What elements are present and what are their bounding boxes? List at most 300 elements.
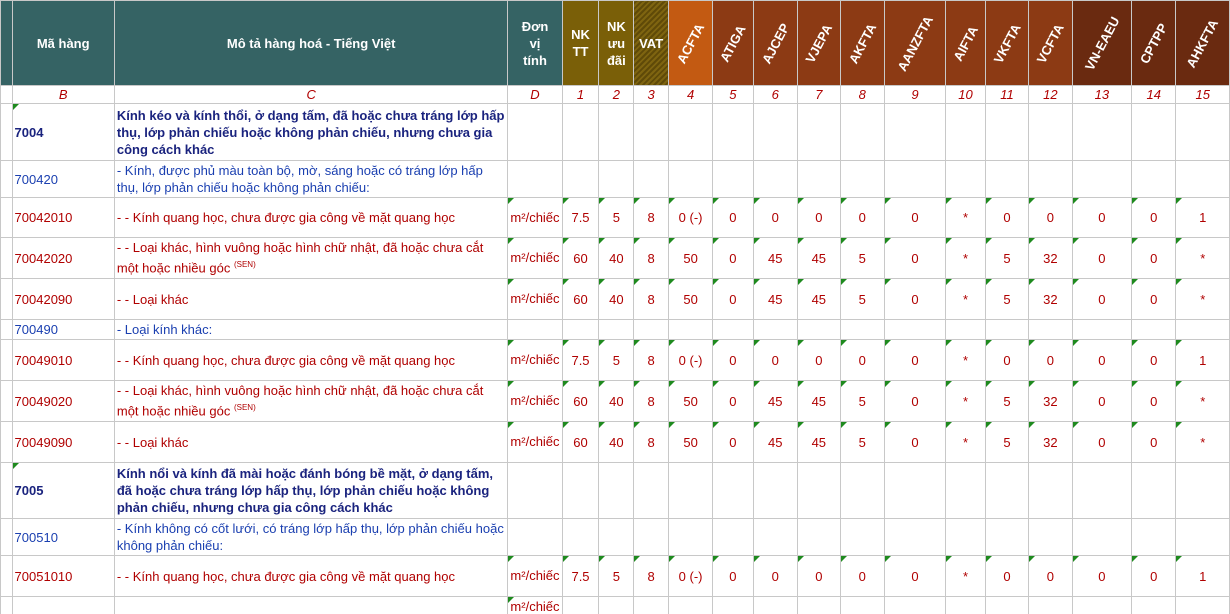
header-don-vi[interactable] xyxy=(508,1,562,86)
cell-value[interactable]: 60 xyxy=(562,381,599,422)
cell-value[interactable] xyxy=(884,161,945,198)
cell-value[interactable]: * xyxy=(946,381,986,422)
cell-value[interactable] xyxy=(634,597,669,614)
cell-value[interactable]: 8 xyxy=(634,279,669,320)
cell-code[interactable] xyxy=(12,519,114,556)
cell-value[interactable] xyxy=(634,161,669,198)
cell-value[interactable] xyxy=(1176,463,1230,519)
cell-value[interactable]: 0 xyxy=(1072,198,1132,238)
cell-value[interactable] xyxy=(713,519,753,556)
cell-description[interactable] xyxy=(114,340,508,381)
cell-value[interactable] xyxy=(1072,104,1132,161)
cell-description[interactable] xyxy=(114,238,508,279)
cell-value[interactable]: 0 xyxy=(1072,238,1132,279)
cell-value[interactable]: 40 xyxy=(599,279,634,320)
cell-value[interactable]: 5 xyxy=(985,381,1028,422)
cell-value[interactable] xyxy=(985,320,1028,340)
cell-value[interactable] xyxy=(946,104,986,161)
header-fta-cptpp[interactable] xyxy=(1132,1,1176,86)
cell-value[interactable]: * xyxy=(946,340,986,381)
cell-value[interactable] xyxy=(1132,519,1176,556)
cell-value[interactable] xyxy=(884,597,945,614)
column-letter[interactable]: C xyxy=(114,86,508,104)
cell-value[interactable] xyxy=(797,597,840,614)
cell-value[interactable] xyxy=(946,463,986,519)
cell-value[interactable]: * xyxy=(1176,422,1230,463)
cell-value[interactable]: 8 xyxy=(634,340,669,381)
code-text: 700510 xyxy=(14,529,58,545)
cell-value[interactable]: * xyxy=(946,238,986,279)
cell-value[interactable]: 0 xyxy=(1132,381,1176,422)
cell-value[interactable]: 5 xyxy=(840,279,884,320)
cell-value[interactable]: 5 xyxy=(985,238,1028,279)
cell-value[interactable] xyxy=(562,320,599,340)
cell-value[interactable] xyxy=(985,463,1028,519)
cell-value[interactable]: 5 xyxy=(599,556,634,597)
cell-value[interactable] xyxy=(713,104,753,161)
cell-value[interactable] xyxy=(1072,597,1132,614)
cell-description[interactable] xyxy=(114,198,508,238)
row-gutter xyxy=(1,422,13,463)
header-mo-ta-label: Mô tả hàng hoá - Tiếng Việt xyxy=(226,35,396,51)
cell-unit[interactable] xyxy=(508,161,562,198)
cell-unit[interactable] xyxy=(508,340,562,381)
header-fta-atiga[interactable] xyxy=(713,1,753,86)
cell-value[interactable]: 0 xyxy=(713,340,753,381)
cell-value[interactable]: 0 xyxy=(985,556,1028,597)
cell-value[interactable]: 0 xyxy=(884,198,945,238)
table-row xyxy=(1,422,1230,463)
cell-value[interactable] xyxy=(1132,463,1176,519)
column-letter[interactable]: 2 xyxy=(599,86,634,104)
cell-value[interactable]: 50 xyxy=(669,238,713,279)
cell-value[interactable]: 0 xyxy=(1072,279,1132,320)
cell-value[interactable] xyxy=(713,463,753,519)
cell-value[interactable]: 1 xyxy=(1176,556,1230,597)
cell-value[interactable]: 0 xyxy=(840,198,884,238)
sen-note: (SEN) xyxy=(233,260,256,270)
cell-value[interactable]: * xyxy=(1176,238,1230,279)
column-letter[interactable]: 15 xyxy=(1176,86,1230,104)
header-ma-hang[interactable] xyxy=(12,1,114,86)
cell-unit[interactable] xyxy=(508,238,562,279)
cell-value[interactable] xyxy=(562,161,599,198)
column-letter[interactable]: 8 xyxy=(840,86,884,104)
unit-text: m²/chiếc xyxy=(510,209,560,225)
description-text: - - Kính quang học, chưa được gia công về mặt quang học xyxy=(116,352,455,368)
cell-code[interactable] xyxy=(12,320,114,340)
cell-value[interactable]: 0 xyxy=(1029,198,1072,238)
table-row xyxy=(1,381,1230,422)
cell-unit[interactable] xyxy=(508,381,562,422)
cell-value[interactable]: 0 xyxy=(1072,381,1132,422)
cell-value[interactable] xyxy=(669,597,713,614)
cell-value[interactable]: 45 xyxy=(753,381,797,422)
cell-value[interactable] xyxy=(713,597,753,614)
cell-value[interactable]: 0 xyxy=(797,340,840,381)
cell-value[interactable] xyxy=(884,104,945,161)
header-fta-vjepa[interactable] xyxy=(797,1,840,86)
header-nk-uu-dai-line: ưu xyxy=(607,35,626,51)
cell-description[interactable] xyxy=(114,556,508,597)
cell-value[interactable] xyxy=(669,104,713,161)
cell-value[interactable]: 8 xyxy=(634,198,669,238)
cell-value[interactable] xyxy=(669,463,713,519)
cell-unit[interactable] xyxy=(508,104,562,161)
cell-value[interactable]: 45 xyxy=(797,238,840,279)
cell-unit[interactable] xyxy=(508,597,562,614)
cell-code[interactable] xyxy=(12,556,114,597)
column-letter[interactable]: 7 xyxy=(797,86,840,104)
cell-value[interactable]: 0 xyxy=(713,279,753,320)
cell-value[interactable]: 0 xyxy=(884,238,945,279)
cell-value[interactable] xyxy=(1176,320,1230,340)
cell-value[interactable]: 32 xyxy=(1029,381,1072,422)
cell-value[interactable]: 0 xyxy=(884,340,945,381)
cell-value[interactable]: 0 xyxy=(1072,556,1132,597)
row-gutter xyxy=(1,340,13,381)
cell-code[interactable] xyxy=(12,597,114,614)
column-letter[interactable]: 13 xyxy=(1072,86,1132,104)
cell-value[interactable]: 7.5 xyxy=(562,198,599,238)
cell-value[interactable]: 0 xyxy=(713,422,753,463)
cell-unit[interactable] xyxy=(508,463,562,519)
header-nk-tt[interactable] xyxy=(562,1,599,86)
cell-value[interactable]: 0 xyxy=(797,198,840,238)
cell-code[interactable] xyxy=(12,422,114,463)
cell-value[interactable]: * xyxy=(946,422,986,463)
cell-value[interactable]: 0 (-) xyxy=(669,198,713,238)
unit-text: m²/chiếc xyxy=(510,393,560,408)
column-letter[interactable]: 14 xyxy=(1132,86,1176,104)
column-letter[interactable]: 11 xyxy=(985,86,1028,104)
cell-unit[interactable] xyxy=(508,422,562,463)
cell-value[interactable]: 8 xyxy=(634,238,669,279)
cell-value[interactable]: 0 xyxy=(1132,279,1176,320)
cell-value[interactable] xyxy=(797,463,840,519)
cell-value[interactable] xyxy=(1176,104,1230,161)
cell-value[interactable] xyxy=(1072,519,1132,556)
cell-value[interactable]: 0 xyxy=(1132,556,1176,597)
header-fta-vcfta[interactable] xyxy=(1029,1,1072,86)
column-letter[interactable]: 9 xyxy=(884,86,945,104)
cell-value[interactable]: 5 xyxy=(599,340,634,381)
cell-value[interactable] xyxy=(599,104,634,161)
cell-value[interactable]: 0 xyxy=(1072,340,1132,381)
header-fta-ahkfta[interactable] xyxy=(1176,1,1230,86)
cell-value[interactable]: 0 xyxy=(713,381,753,422)
cell-value[interactable]: 0 xyxy=(840,340,884,381)
cell-value[interactable]: 0 xyxy=(985,198,1028,238)
cell-value[interactable] xyxy=(946,519,986,556)
cell-code[interactable] xyxy=(12,161,114,198)
cell-value[interactable]: 8 xyxy=(634,381,669,422)
cell-value[interactable] xyxy=(840,161,884,198)
column-letter[interactable]: D xyxy=(508,86,562,104)
cell-value[interactable] xyxy=(840,519,884,556)
cell-value[interactable] xyxy=(669,161,713,198)
cell-description[interactable] xyxy=(114,597,508,614)
cell-value[interactable]: 45 xyxy=(753,279,797,320)
unit-text: m²/chiếc xyxy=(510,434,560,449)
cell-description[interactable] xyxy=(114,381,508,422)
cell-value[interactable]: 7.5 xyxy=(562,556,599,597)
cell-value[interactable]: 0 xyxy=(884,422,945,463)
cell-description[interactable] xyxy=(114,422,508,463)
cell-value[interactable] xyxy=(840,320,884,340)
cell-value[interactable] xyxy=(634,463,669,519)
cell-value[interactable]: 32 xyxy=(1029,422,1072,463)
cell-code[interactable] xyxy=(12,198,114,238)
column-letter[interactable]: 5 xyxy=(713,86,753,104)
cell-unit[interactable] xyxy=(508,556,562,597)
cell-value[interactable]: 0 xyxy=(1132,422,1176,463)
cell-value[interactable]: 0 xyxy=(713,198,753,238)
cell-value[interactable] xyxy=(753,463,797,519)
header-fta-label: AHKFTA xyxy=(1183,16,1222,70)
cell-description[interactable] xyxy=(114,104,508,161)
cell-value[interactable] xyxy=(1176,519,1230,556)
cell-value[interactable]: 60 xyxy=(562,422,599,463)
cell-value[interactable] xyxy=(753,104,797,161)
cell-description[interactable] xyxy=(114,463,508,519)
cell-value[interactable]: 5 xyxy=(840,422,884,463)
cell-value[interactable]: 5 xyxy=(985,422,1028,463)
cell-value[interactable] xyxy=(562,597,599,614)
cell-value[interactable] xyxy=(753,161,797,198)
cell-value[interactable] xyxy=(562,104,599,161)
header-fta-aifta[interactable] xyxy=(946,1,986,86)
cell-value[interactable] xyxy=(562,519,599,556)
cell-value[interactable] xyxy=(599,597,634,614)
cell-value[interactable] xyxy=(1029,104,1072,161)
cell-value[interactable]: 8 xyxy=(634,556,669,597)
cell-value[interactable]: 0 xyxy=(713,238,753,279)
code-text: 700420 xyxy=(14,171,58,187)
header-fta-akfta[interactable] xyxy=(840,1,884,86)
cell-value[interactable] xyxy=(797,519,840,556)
cell-value[interactable]: 40 xyxy=(599,381,634,422)
cell-value[interactable] xyxy=(946,161,986,198)
header-mo-ta[interactable] xyxy=(114,1,508,86)
code-text: 70051010 xyxy=(14,568,73,584)
cell-value[interactable]: 45 xyxy=(753,238,797,279)
header-fta-ajcep[interactable] xyxy=(753,1,797,86)
cell-value[interactable] xyxy=(884,463,945,519)
table-row xyxy=(1,198,1230,238)
cell-value[interactable]: 5 xyxy=(985,279,1028,320)
row-gutter xyxy=(1,104,13,161)
cell-value[interactable]: 45 xyxy=(797,381,840,422)
cell-code[interactable] xyxy=(12,381,114,422)
cell-value[interactable] xyxy=(884,519,945,556)
cell-value[interactable] xyxy=(1132,597,1176,614)
cell-value[interactable]: * xyxy=(946,556,986,597)
cell-value[interactable]: 40 xyxy=(599,422,634,463)
cell-value[interactable]: 0 xyxy=(797,556,840,597)
cell-code[interactable] xyxy=(12,238,114,279)
cell-value[interactable] xyxy=(562,463,599,519)
cell-value[interactable]: 0 xyxy=(1132,238,1176,279)
cell-value[interactable]: 0 xyxy=(1132,198,1176,238)
cell-value[interactable] xyxy=(840,597,884,614)
cell-value[interactable] xyxy=(946,597,986,614)
cell-value[interactable]: 50 xyxy=(669,381,713,422)
cell-value[interactable]: 0 xyxy=(985,340,1028,381)
cell-value[interactable]: * xyxy=(946,279,986,320)
header-vat[interactable] xyxy=(634,1,669,86)
cell-value[interactable]: 1 xyxy=(1176,340,1230,381)
header-fta-acfta[interactable] xyxy=(669,1,713,86)
cell-value[interactable] xyxy=(1176,161,1230,198)
cell-value[interactable] xyxy=(599,519,634,556)
cell-unit[interactable] xyxy=(508,320,562,340)
column-letter[interactable]: 3 xyxy=(634,86,669,104)
row-gutter xyxy=(1,463,13,519)
cell-value[interactable]: 45 xyxy=(753,422,797,463)
cell-value[interactable] xyxy=(985,104,1028,161)
column-letter[interactable]: 10 xyxy=(946,86,986,104)
cell-value[interactable] xyxy=(669,320,713,340)
cell-value[interactable] xyxy=(797,104,840,161)
cell-value[interactable]: * xyxy=(1176,279,1230,320)
code-text: 70049020 xyxy=(14,393,73,409)
cell-value[interactable] xyxy=(1072,463,1132,519)
cell-value[interactable]: 5 xyxy=(840,381,884,422)
cell-value[interactable] xyxy=(713,161,753,198)
unit-text: m²/chiếc xyxy=(510,250,560,265)
cell-value[interactable] xyxy=(753,320,797,340)
cell-value[interactable] xyxy=(1029,320,1072,340)
cell-value[interactable] xyxy=(946,320,986,340)
cell-value[interactable]: 0 xyxy=(753,556,797,597)
cell-value[interactable] xyxy=(599,463,634,519)
cell-value[interactable] xyxy=(599,161,634,198)
cell-value[interactable]: 0 xyxy=(1132,340,1176,381)
cell-value[interactable] xyxy=(1132,161,1176,198)
header-fta-label: ACFTA xyxy=(673,20,708,66)
cell-value[interactable] xyxy=(669,519,713,556)
cell-value[interactable]: 0 xyxy=(884,381,945,422)
cell-unit[interactable] xyxy=(508,519,562,556)
cell-value[interactable] xyxy=(985,597,1028,614)
cell-value[interactable] xyxy=(634,320,669,340)
cell-value[interactable]: 60 xyxy=(562,238,599,279)
cell-value[interactable] xyxy=(753,597,797,614)
cell-value[interactable] xyxy=(753,519,797,556)
header-fta-label: VCFTA xyxy=(1033,20,1067,66)
header-don-vi-line: vị xyxy=(529,35,541,51)
cell-value[interactable]: 45 xyxy=(797,422,840,463)
cell-value[interactable]: 45 xyxy=(797,279,840,320)
cell-unit[interactable] xyxy=(508,279,562,320)
cell-value[interactable]: 0 (-) xyxy=(669,556,713,597)
table-row xyxy=(1,104,1230,161)
cell-value[interactable]: 60 xyxy=(562,279,599,320)
cell-code[interactable] xyxy=(12,340,114,381)
table-row xyxy=(1,519,1230,556)
cell-value[interactable] xyxy=(797,161,840,198)
cell-value[interactable]: 0 xyxy=(1029,556,1072,597)
column-letter[interactable]: 12 xyxy=(1029,86,1072,104)
cell-code[interactable] xyxy=(12,104,114,161)
table-row xyxy=(1,340,1230,381)
cell-value[interactable]: 0 xyxy=(753,198,797,238)
cell-value[interactable] xyxy=(1072,320,1132,340)
cell-value[interactable]: 0 (-) xyxy=(669,340,713,381)
cell-value[interactable] xyxy=(1029,463,1072,519)
header-fta-label: AJCEP xyxy=(758,20,793,66)
cell-value[interactable] xyxy=(797,320,840,340)
cell-value[interactable] xyxy=(884,320,945,340)
cell-unit[interactable] xyxy=(508,198,562,238)
cell-value[interactable]: 5 xyxy=(599,198,634,238)
header-fta-aanzfta[interactable] xyxy=(884,1,945,86)
cell-value[interactable] xyxy=(1072,161,1132,198)
cell-value[interactable] xyxy=(1132,104,1176,161)
cell-value[interactable]: 40 xyxy=(599,238,634,279)
cell-value[interactable] xyxy=(634,104,669,161)
letter-gutter xyxy=(1,86,13,104)
cell-value[interactable]: 0 xyxy=(713,556,753,597)
cell-value[interactable]: 8 xyxy=(634,422,669,463)
cell-description[interactable] xyxy=(114,161,508,198)
cell-value[interactable] xyxy=(1176,597,1230,614)
cell-value[interactable] xyxy=(634,519,669,556)
cell-value[interactable]: 5 xyxy=(840,238,884,279)
cell-value[interactable]: * xyxy=(946,198,986,238)
cell-value[interactable] xyxy=(840,463,884,519)
column-letter[interactable]: 1 xyxy=(562,86,599,104)
cell-value[interactable] xyxy=(840,104,884,161)
cell-value[interactable] xyxy=(1029,597,1072,614)
header-nk-uu-dai[interactable] xyxy=(599,1,634,86)
cell-value[interactable] xyxy=(1029,161,1072,198)
cell-value[interactable]: 0 xyxy=(884,279,945,320)
code-text: 70042010 xyxy=(14,210,73,225)
cell-value[interactable] xyxy=(1132,320,1176,340)
cell-value[interactable]: 0 xyxy=(1072,422,1132,463)
cell-value[interactable]: 0 xyxy=(753,340,797,381)
cell-value[interactable]: 7.5 xyxy=(562,340,599,381)
cell-value[interactable] xyxy=(985,519,1028,556)
cell-value[interactable]: 50 xyxy=(669,279,713,320)
cell-value[interactable] xyxy=(599,320,634,340)
column-letter[interactable]: 4 xyxy=(669,86,713,104)
cell-value[interactable] xyxy=(713,320,753,340)
cell-code[interactable] xyxy=(12,463,114,519)
cell-description[interactable] xyxy=(114,519,508,556)
cell-value[interactable]: 0 xyxy=(840,556,884,597)
cell-value[interactable]: * xyxy=(1176,381,1230,422)
cell-value[interactable]: 0 xyxy=(1029,340,1072,381)
cell-description[interactable] xyxy=(114,279,508,320)
cell-value[interactable]: 0 xyxy=(884,556,945,597)
cell-description[interactable] xyxy=(114,320,508,340)
cell-value[interactable]: 50 xyxy=(669,422,713,463)
cell-value[interactable]: 32 xyxy=(1029,279,1072,320)
column-letter[interactable]: 6 xyxy=(753,86,797,104)
cell-value[interactable] xyxy=(985,161,1028,198)
cell-value[interactable]: 32 xyxy=(1029,238,1072,279)
header-fta-vn-eaeu[interactable] xyxy=(1072,1,1132,86)
gutter-header[interactable] xyxy=(1,1,13,86)
cell-value[interactable] xyxy=(1029,519,1072,556)
column-letter[interactable]: B xyxy=(12,86,114,104)
cell-code[interactable] xyxy=(12,279,114,320)
cell-value[interactable]: 1 xyxy=(1176,198,1230,238)
header-fta-vkfta[interactable] xyxy=(985,1,1028,86)
